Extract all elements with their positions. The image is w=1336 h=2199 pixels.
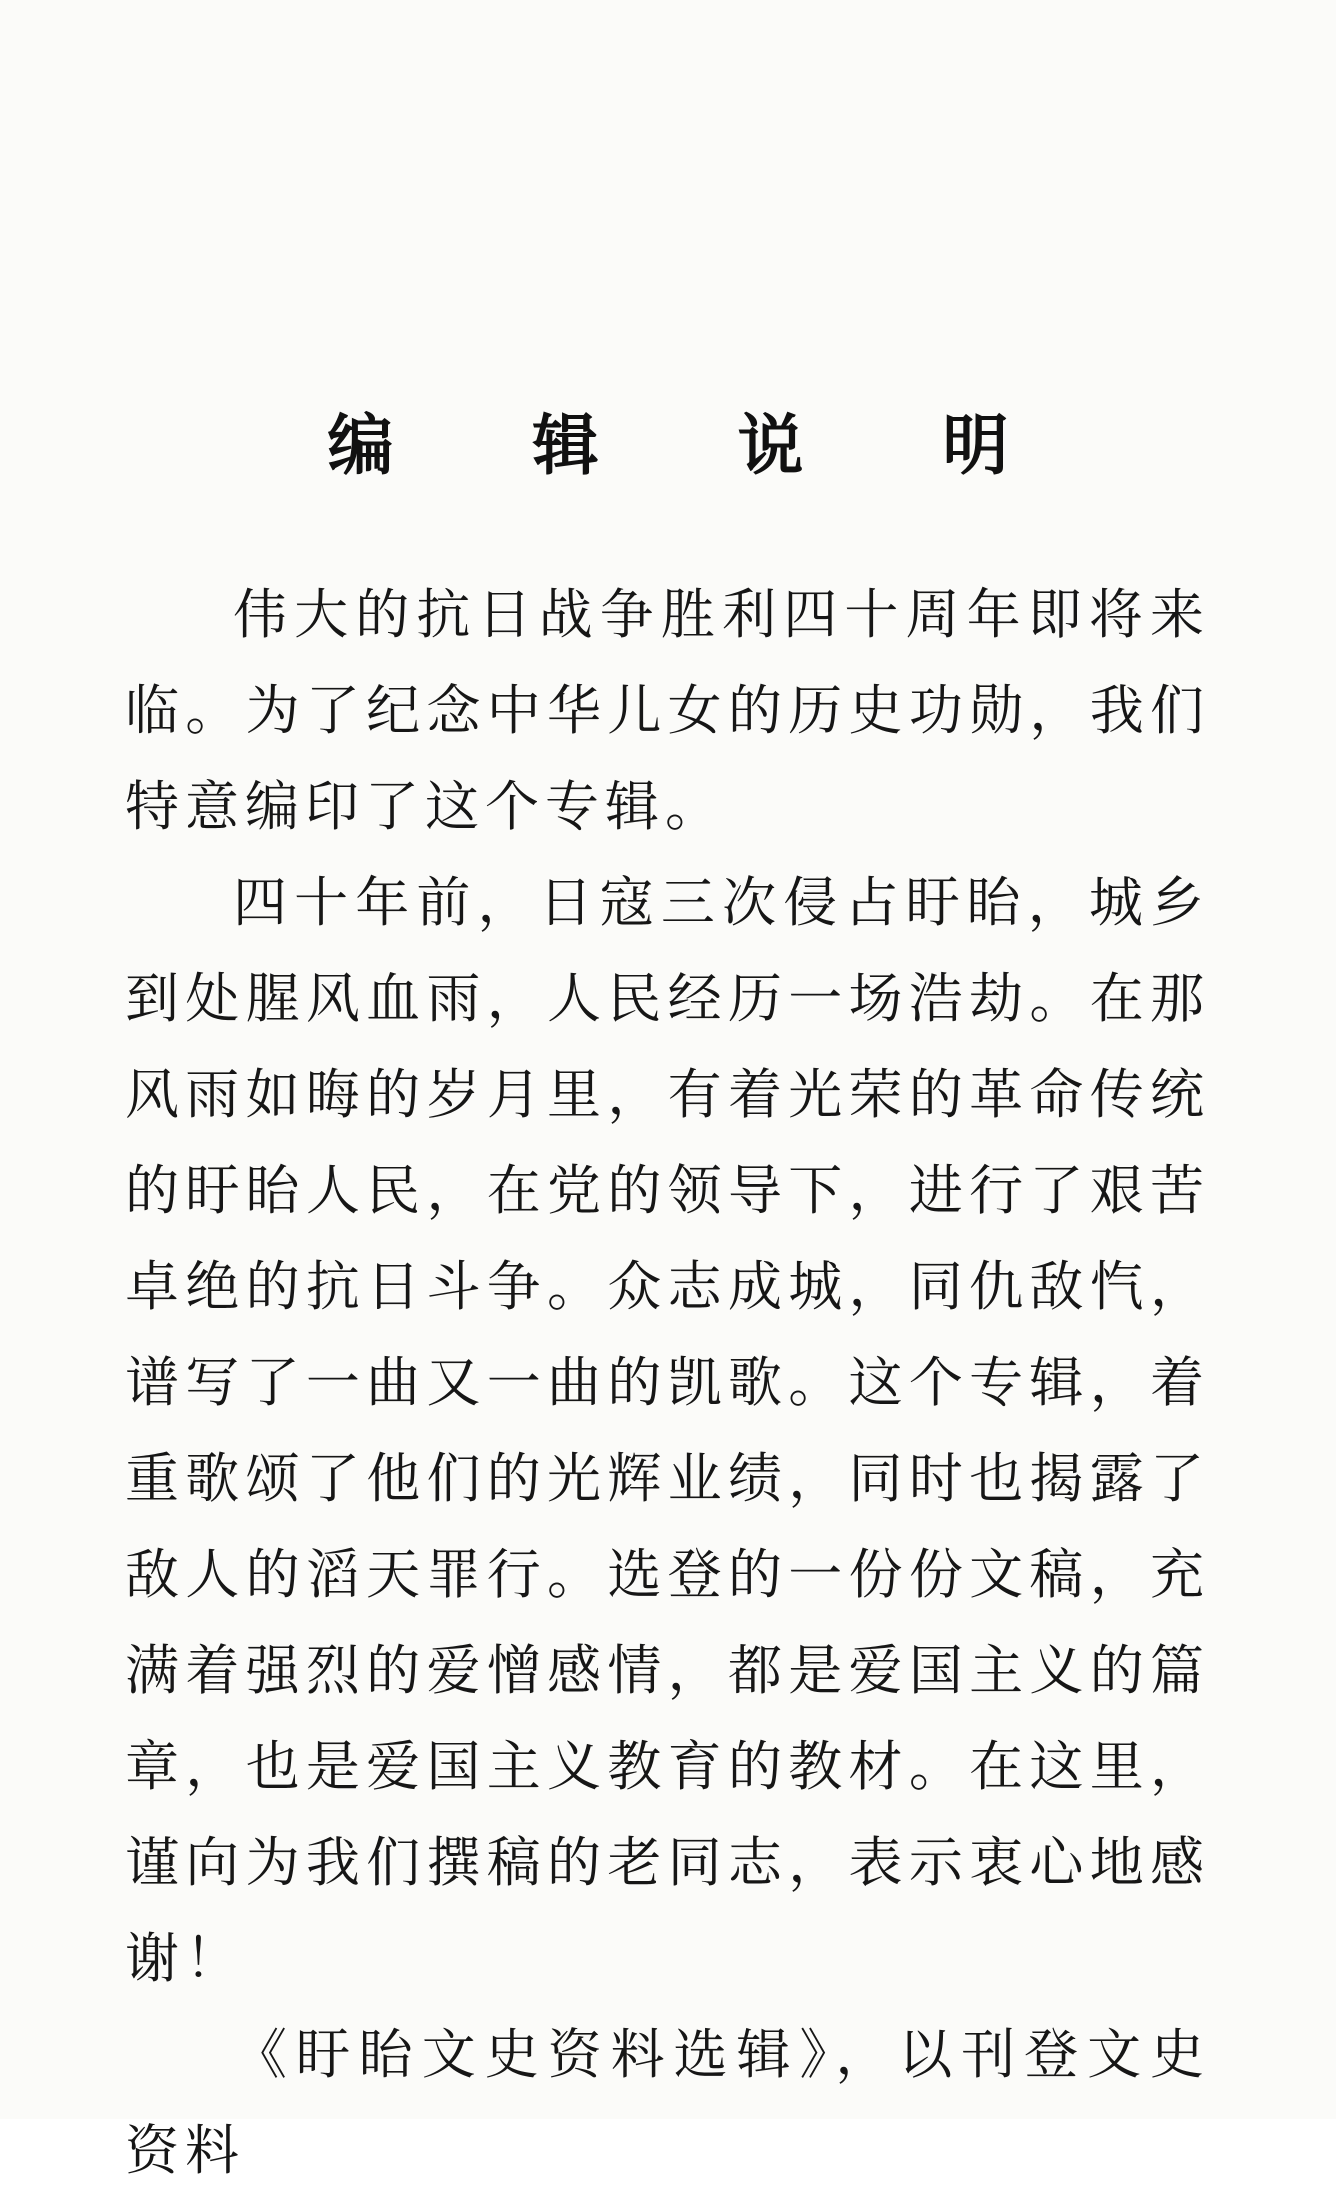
paragraph-2: 四十年前，日寇三次侵占盱眙，城乡到处腥风血雨，人民经历一场浩劫。在那风雨如晦的岁月里，有着光荣的革命传统的盱眙人民，在党的领导下，进行了艰苦卓绝的抗日斗争。众志成城，同仇敌忾，谱写了一曲又一曲的凯歌。这个专辑，着重歌颂了他们的光辉业绩，同时也揭露了敌人的滔天罪行。选登的一份份文稿，充满着强烈的爱憎感情，都是爱国主义的篇章，也是爱国主义教育的教材。在这里，谨向为我们撰稿的老同志，表示衷心地感谢！ [125, 871, 1210, 1990]
page-title: 编 辑 说 明 [327, 406, 1067, 484]
body-text [125, 567, 1210, 2199]
paragraph-3: 《盱眙文史资料选辑》，以刊登文史资料 [125, 2023, 1210, 2182]
paragraph-1: 伟大的抗日战争胜利四十周年即将来临。为了纪念中华儿女的历史功勋，我们特意编印了这个专辑。 [125, 583, 1210, 838]
